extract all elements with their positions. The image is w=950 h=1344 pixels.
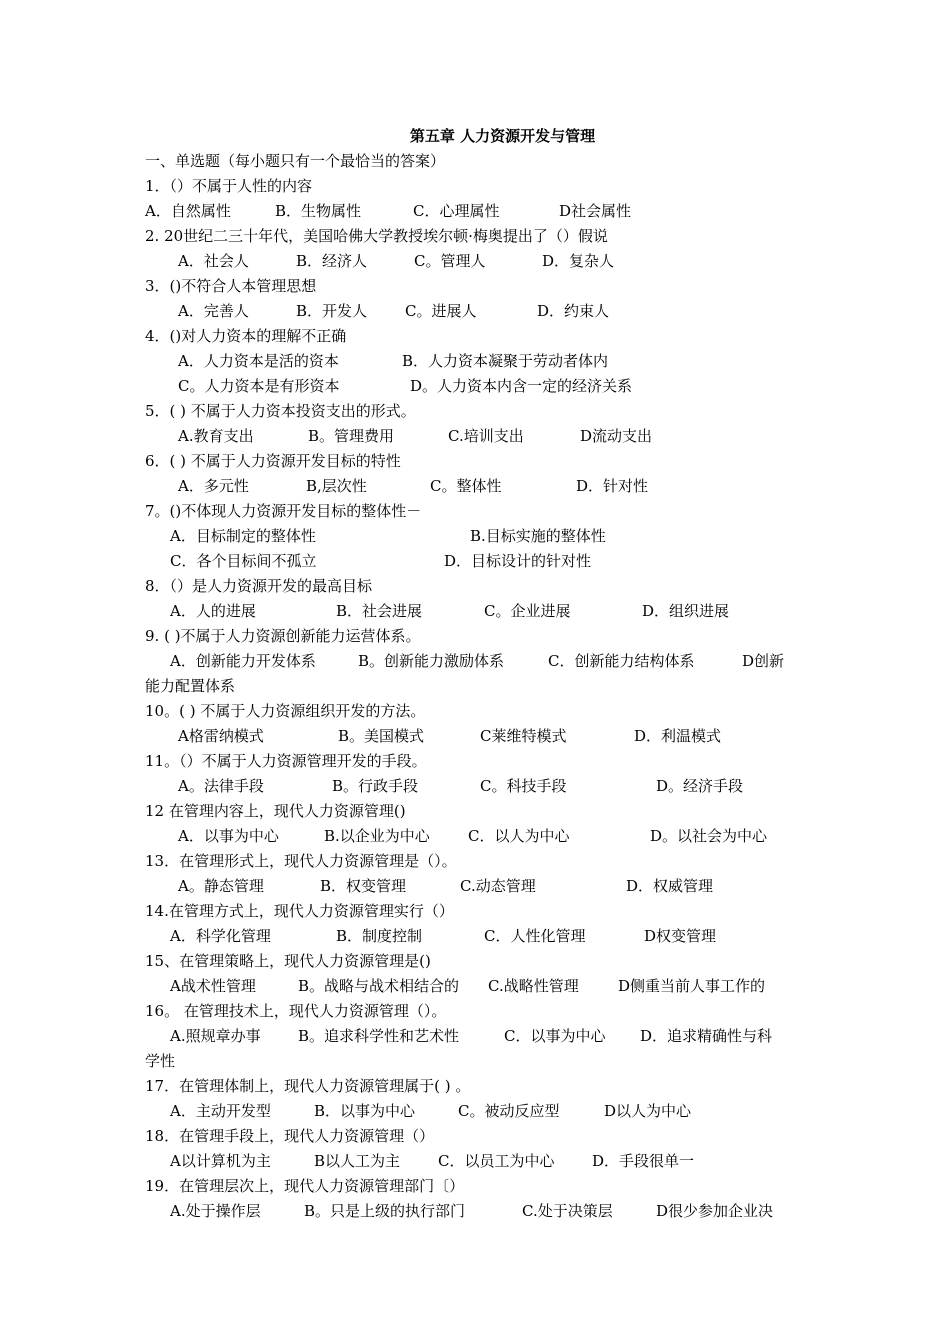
option: D．权威管理 [626,877,714,895]
question-17: 17．在管理体制上，现代人力资源管理属于( ) 。 [145,1077,471,1095]
option: B．人力资本凝聚于劳动者体内 [402,352,609,370]
option: A．目标制定的整体性 [170,527,316,545]
option: C．各个目标间不孤立 [170,552,317,570]
options-14 [170,926,820,946]
option: A．人的进展 [170,602,256,620]
option: C．人性化管理 [484,927,586,945]
options-1 [145,201,845,221]
question-9: 9. ( )不属于人力资源创新能力运营体系。 [145,627,421,645]
option: A．完善人 [178,302,249,320]
option: C。管理人 [414,252,486,270]
options-8 [170,601,820,621]
option: D．组织进展 [642,602,730,620]
options-19 [170,1201,820,1221]
question-13: 13．在管理形式上，现代人力资源管理是（）。 [145,852,457,870]
option: B。管理费用 [308,427,395,445]
option: C莱维特模式 [480,727,567,745]
option: B．生物属性 [275,202,362,220]
option: C。企业进展 [484,602,571,620]
options-13 [178,876,828,896]
option: A.教育支出 [178,427,254,445]
option: B．以事为中心 [314,1102,416,1120]
options-10 [178,726,828,746]
option: D很少参加企业决 [656,1202,774,1220]
option: B。战略与战术相结合的 [298,977,460,995]
option: D。以社会为中心 [650,827,768,845]
question-15: 15、在管理策略上，现代人力资源管理是() [145,952,431,970]
question-18: 18．在管理手段上，现代人力资源管理（） [145,1127,435,1145]
question-12: 12 在管理内容上，现代人力资源管理() [145,802,406,820]
option: D。经济手段 [656,777,744,795]
option: D．复杂人 [542,252,615,270]
option: D流动支出 [580,427,653,445]
option: B．经济人 [296,252,368,270]
options-4a [178,351,828,371]
option: C.处于决策层 [522,1202,613,1220]
option: B。行政手段 [332,777,419,795]
option: D．针对性 [576,477,649,495]
options-7b [170,551,820,571]
option: D以人为中心 [604,1102,692,1120]
option: A．多元性 [178,477,249,495]
question-19: 19．在管理层次上，现代人力资源管理部门〔） [145,1177,465,1195]
chapter-title: 第五章 人力资源开发与管理 [409,127,596,145]
option-continuation: 能力配置体系 [145,677,236,695]
options-6 [178,476,828,496]
option: A战术性管理 [170,977,256,995]
options-2 [178,251,828,271]
options-3 [178,301,828,321]
option: A以计算机为主 [170,1152,271,1170]
question-5: 5．( ) 不属于人力资本投资支出的形式。 [145,402,416,420]
option: D。人力资本内含一定的经济关系 [410,377,633,395]
option: B。追求科学性和艺术性 [298,1027,460,1045]
option: C。科技手段 [480,777,567,795]
question-2: 2. 20世纪二三十年代，美国哈佛大学教授埃尔顿·梅奥提出了（）假说 [145,227,608,245]
option: B,层次性 [306,477,367,495]
option: D社会属性 [559,202,632,220]
options-5 [178,426,828,446]
option: C。整体性 [430,477,502,495]
question-4: 4．()对人力资本的理解不正确 [145,327,347,345]
question-3: 3．()不符合人本管理思想 [145,277,317,295]
option: D侧重当前人事工作的 [618,977,766,995]
question-8: 8．（）是人力资源开发的最高目标 [145,577,373,595]
options-15 [170,976,820,996]
options-12 [178,826,828,846]
option: B．权变管理 [320,877,407,895]
option: C。被动反应型 [458,1102,560,1120]
option: B。只是上级的执行部门 [304,1202,466,1220]
option: A．人力资本是活的资本 [178,352,339,370]
options-11 [178,776,828,796]
option: D．约束人 [537,302,610,320]
option: D．追求精确性与科 [640,1027,773,1045]
option: D创新 [742,652,785,670]
option: A。静态管理 [178,877,264,895]
question-6: 6．( ) 不属于人力资源开发目标的特性 [145,452,401,470]
option: D．利温模式 [634,727,722,745]
option: C．心理属性 [413,202,500,220]
question-16: 16。 在管理技术上，现代人力资源管理（）。 [145,1002,447,1020]
option: D．目标设计的针对性 [444,552,592,570]
question-7: 7。()不体现人力资源开发目标的整体性－ [145,502,422,520]
option: C.动态管理 [460,877,536,895]
option: C．创新能力结构体系 [548,652,695,670]
option: A．科学化管理 [170,927,271,945]
option: A格雷纳模式 [178,727,264,745]
option: A.处于操作层 [170,1202,261,1220]
option: B．开发人 [296,302,368,320]
option: B．社会进展 [336,602,423,620]
option: D．手段很单一 [592,1152,695,1170]
question-14: 14.在管理方式上，现代人力资源管理实行（） [145,902,454,920]
option: C．以员工为中心 [438,1152,555,1170]
option: B以人工为主 [314,1152,401,1170]
option: A．主动开发型 [170,1102,271,1120]
options-9 [170,651,820,671]
option: B.以企业为中心 [324,827,430,845]
option: A．社会人 [178,252,249,270]
question-11: 11。（）不属于人力资源管理开发的手段。 [145,752,427,770]
section-heading: 一、单选题（每小题只有一个最恰当的答案） [145,152,446,170]
options-7a [170,526,820,546]
option: C.培训支出 [448,427,524,445]
option-continuation: 学性 [145,1052,176,1070]
options-16 [170,1026,820,1046]
option: B。创新能力激励体系 [358,652,505,670]
option: A。法律手段 [178,777,264,795]
option: A．创新能力开发体系 [170,652,316,670]
options-18 [170,1151,820,1171]
options-4b [178,376,828,396]
option: C.战略性管理 [488,977,579,995]
option: C。进展人 [405,302,477,320]
option: B。美国模式 [338,727,425,745]
question-10: 10。( ) 不属于人力资源组织开发的方法。 [145,702,426,720]
option: B.目标实施的整体性 [470,527,606,545]
option: A．以事为中心 [178,827,279,845]
option: C．以事为中心 [504,1027,606,1045]
option: C。人力资本是有形资本 [178,377,340,395]
option: D权变管理 [644,927,717,945]
option: A．自然属性 [145,202,231,220]
option: A.照规章办事 [170,1027,261,1045]
question-1: 1．（）不属于人性的内容 [145,177,313,195]
option: B．制度控制 [336,927,423,945]
option: C．以人为中心 [468,827,570,845]
options-17 [170,1101,820,1121]
